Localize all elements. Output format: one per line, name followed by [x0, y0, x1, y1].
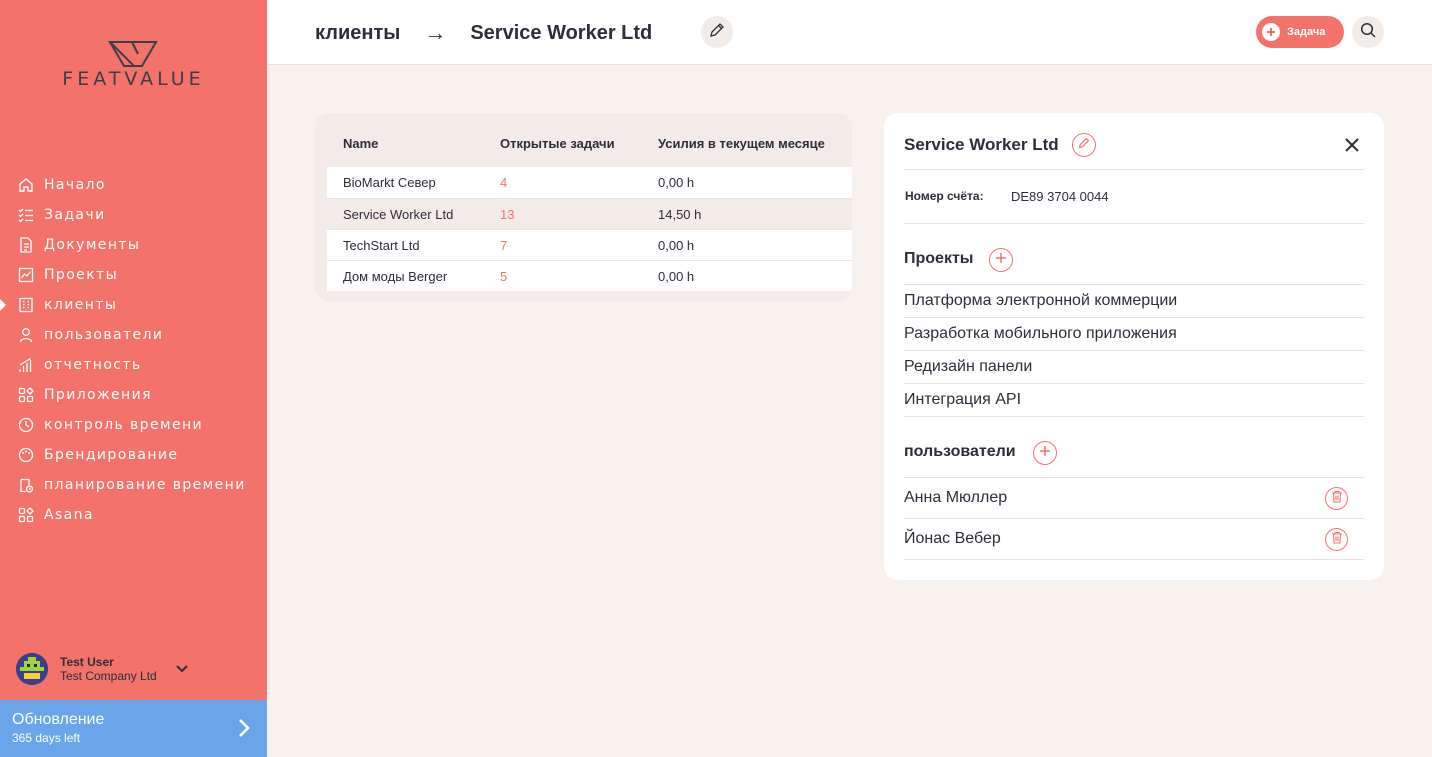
project-item[interactable]: Разработка мобильного приложения [904, 317, 1364, 350]
edit-client-name-button[interactable] [1072, 133, 1096, 157]
users-section-title: пользователи [904, 443, 1016, 460]
sidebar-item-label: Брендирование [44, 447, 179, 463]
brand-logo[interactable] [46, 40, 221, 90]
client-detail-panel [884, 113, 1384, 580]
clock-icon [17, 416, 35, 434]
upgrade-banner[interactable] [0, 700, 267, 757]
sidebar-item-label: контроль времени [44, 417, 204, 433]
divider [904, 416, 1364, 417]
checklist-icon [17, 206, 35, 224]
chart-icon [17, 266, 35, 284]
brand-name: FEATVALUE [62, 68, 205, 90]
close-panel-button[interactable] [1340, 135, 1364, 159]
breadcrumb-parent[interactable]: клиенты [315, 21, 401, 44]
table-row[interactable] [327, 167, 852, 198]
building-icon [17, 296, 35, 314]
trash-icon [1331, 531, 1343, 549]
calendar-clock-icon [17, 476, 35, 494]
edit-client-button[interactable] [701, 16, 733, 48]
sidebar-item-label: пользователи [44, 327, 164, 343]
panel-title: Service Worker Ltd [904, 135, 1059, 154]
divider [904, 559, 1364, 560]
client-name: Service Worker Ltd [343, 206, 454, 222]
chevron-right-icon [237, 718, 251, 743]
project-item[interactable]: Платформа электронной коммерции [904, 284, 1364, 317]
breadcrumb [315, 20, 652, 46]
avatar [16, 653, 48, 685]
account-number-value: DE89 3704 0044 [1011, 189, 1109, 204]
sidebar-item-tasks[interactable] [0, 200, 267, 230]
effort-value: 0,00 h [658, 268, 695, 284]
column-header-effort[interactable]: Усилия в текущем месяце [658, 136, 825, 151]
open-tasks-count: 5 [500, 268, 508, 284]
add-project-button[interactable] [989, 248, 1013, 272]
sidebar-item-label: Asana [44, 507, 94, 523]
project-item[interactable]: Редизайн панели [904, 350, 1364, 383]
brush-icon [17, 446, 35, 464]
user-menu[interactable] [16, 652, 256, 686]
sidebar-item-label: отчетность [44, 357, 142, 373]
plus-icon [995, 251, 1007, 269]
sidebar-item-label: планирование времени [44, 477, 246, 493]
sidebar-item-label: Документы [44, 237, 141, 253]
client-name: TechStart Ltd [343, 237, 420, 253]
user-company: Test Company Ltd [60, 669, 157, 683]
sidebar-item-label: Начало [44, 177, 106, 193]
apps-icon [17, 386, 35, 404]
sidebar-item-label: Приложения [44, 387, 152, 403]
bar-chart-icon [17, 356, 35, 374]
upgrade-days-left: 365 days left [12, 731, 81, 745]
sidebar-item-label: Проекты [44, 267, 119, 283]
sidebar-item-home[interactable] [0, 170, 267, 200]
sidebar-item-branding[interactable] [0, 440, 267, 470]
user-row [904, 477, 1364, 518]
apps-icon [17, 506, 35, 524]
sidebar-item-asana[interactable] [0, 500, 267, 530]
open-tasks-count: 7 [500, 237, 508, 253]
chevron-down-icon[interactable] [176, 661, 188, 679]
user-name: Test User [60, 655, 114, 669]
add-user-button[interactable] [1033, 441, 1057, 465]
add-task-label: Задача [1287, 26, 1326, 38]
sidebar-item-time-planning[interactable] [0, 470, 267, 500]
effort-value: 0,00 h [658, 237, 695, 253]
user-name: Йонас Вебер [904, 530, 1001, 547]
trash-icon [1331, 490, 1343, 508]
sidebar-item-label: Задачи [44, 207, 106, 223]
account-number-label: Номер счёта: [905, 189, 984, 203]
sidebar-item-users[interactable] [0, 320, 267, 350]
top-header [267, 0, 1432, 65]
sidebar-item-clients[interactable] [0, 290, 267, 320]
sidebar-item-time-tracking[interactable] [0, 410, 267, 440]
user-icon [17, 326, 35, 344]
open-tasks-count: 4 [500, 175, 508, 190]
sidebar-nav [0, 170, 267, 530]
upgrade-title: Обновление [12, 711, 105, 728]
divider [904, 223, 1364, 224]
pencil-icon [709, 22, 725, 43]
search-button[interactable] [1352, 16, 1384, 48]
user-row [904, 518, 1364, 559]
effort-value: 0,00 h [658, 175, 695, 190]
effort-value: 14,50 h [658, 206, 702, 222]
sidebar-item-label: клиенты [44, 297, 118, 313]
search-icon [1360, 22, 1376, 43]
breadcrumb-arrow-icon: → [424, 20, 447, 45]
sidebar [0, 0, 267, 757]
sidebar-item-reports[interactable] [0, 350, 267, 380]
add-task-button[interactable] [1256, 16, 1344, 48]
project-item[interactable]: Интеграция API [904, 383, 1364, 416]
table-body [327, 167, 852, 291]
projects-section-title: Проекты [904, 250, 974, 267]
delete-user-button[interactable] [1325, 487, 1348, 510]
logo-mark-icon [108, 40, 158, 68]
home-icon [17, 176, 35, 194]
table-row[interactable] [327, 229, 852, 260]
open-tasks-count: 13 [500, 206, 515, 222]
divider [904, 169, 1364, 170]
table-row-selected[interactable] [327, 198, 852, 229]
column-header-open-tasks[interactable]: Открытые задачи [500, 136, 615, 151]
user-name: Анна Мюллер [904, 489, 1008, 506]
table-row[interactable] [327, 260, 852, 291]
client-name: Дом моды Berger [343, 268, 448, 284]
close-icon [1344, 137, 1360, 158]
sidebar-item-projects[interactable] [0, 260, 267, 290]
client-name: BioMarkt Север [343, 175, 436, 190]
breadcrumb-current: Service Worker Ltd [470, 21, 653, 44]
column-header-name[interactable]: Name [343, 136, 379, 151]
sidebar-item-documents[interactable] [0, 230, 267, 260]
delete-user-button[interactable] [1325, 528, 1348, 551]
clients-table [315, 113, 852, 301]
sidebar-item-apps[interactable] [0, 380, 267, 410]
document-icon [17, 236, 35, 254]
pencil-icon [1078, 136, 1090, 154]
plus-icon [1262, 23, 1280, 41]
plus-icon [1039, 444, 1051, 462]
